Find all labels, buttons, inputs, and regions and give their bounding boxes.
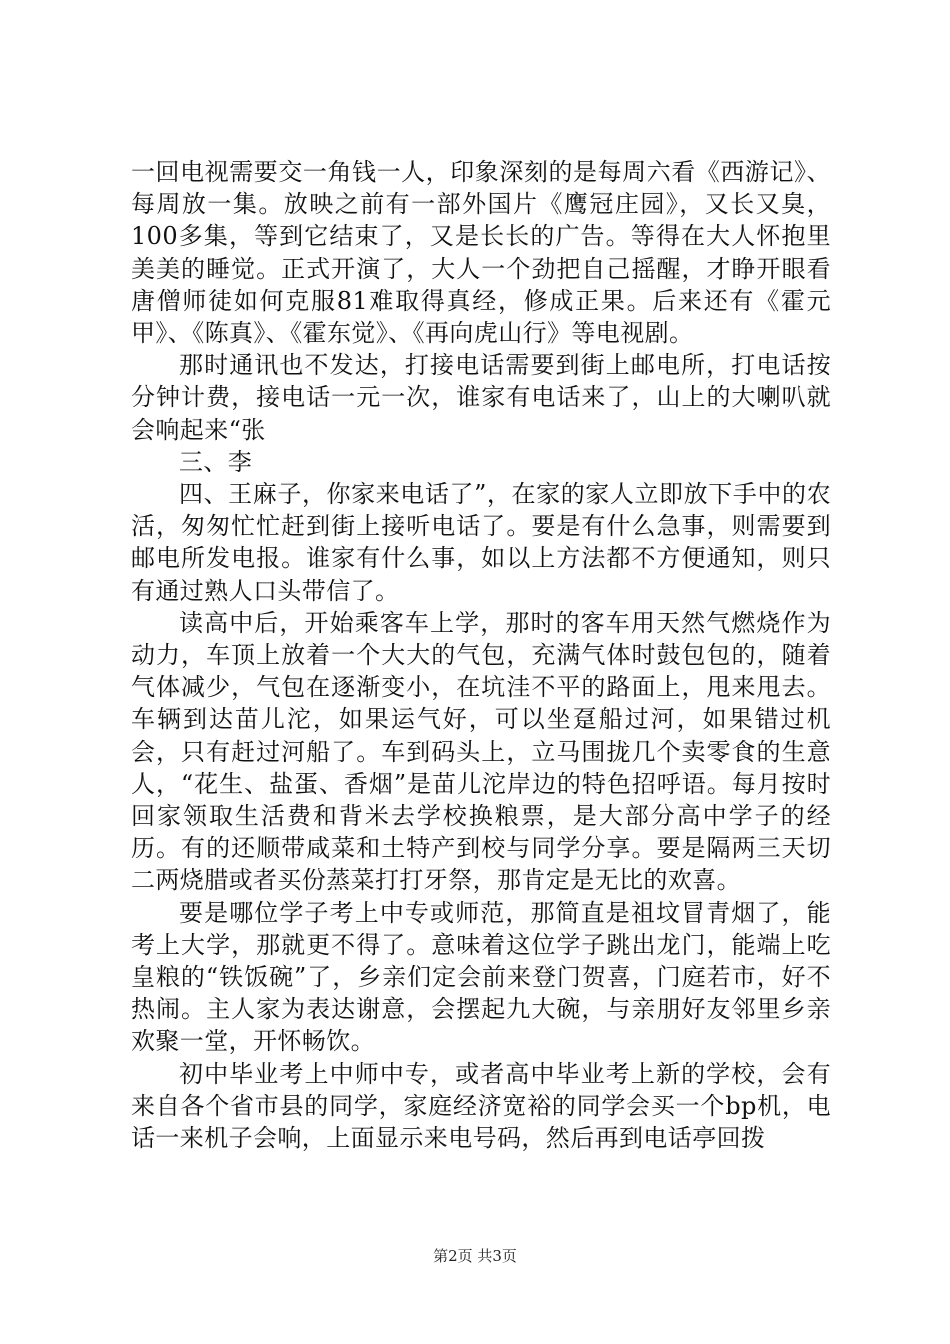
paragraph-3: 三、李 (179, 447, 253, 476)
paragraph-1: 一回电视需要交一角钱一人，印象深刻的是每周六看《西游记》、每周放一集。放映之前有一部外国片《鹰冠庄园》，又长又臭，100多集，等到它结束了，又是长长的广告。等得在大人怀抱里美美的睡觉。正式开演了，大人一个劲把自己摇醒，才睁开眼看唐僧师徒如何克服81难取得真经，修成正果。后来还有《霍元甲》、《陈真》、《霍东觉》、《再向虎山行》等电视剧。 (131, 158, 831, 348)
page-footer: 第2页 共3页 (433, 1247, 517, 1265)
paragraph-7: 初中毕业考上中师中专，或者高中毕业考上新的学校，会有来自各个省市县的同学，家庭经济宽裕的同学会买一个bp机，电话一来机子会响，上面显示来电号码，然后再到电话亭回拨 (131, 1059, 831, 1153)
paragraph-2: 那时通讯也不发达，打接电话需要到街上邮电所，打电话按分钟计费，接电话一元一次，谁家有电话来了，山上的大喇叭就会响起来“张 (131, 351, 831, 444)
paragraph-6: 要是哪位学子考上中专或师范，那简直是祖坟冒青烟了，能考上大学，那就更不得了。意味着这位学子跳出龙门，能端上吃皇粮的“铁饭碗”了，乡亲们定会前来登门贺喜，门庭若市，好不热闹。主人家为表达谢意，会摆起九大碗，与亲朋好友邻里乡亲欢聚一堂，开怀畅饮。 (131, 898, 831, 1056)
paragraph-4: 四、王麻子，你家来电话了”，在家的家人立即放下手中的农活，匆匆忙忙赶到街上接听电话了。要是有什么急事，则需要到邮电所发电报。谁家有什么事，如以上方法都不方便通知，则只有通过熟人口头带信了。 (131, 480, 831, 605)
document-body (131, 156, 831, 1154)
paragraph-5: 读高中后，开始乘客车上学，那时的客车用天然气燃烧作为动力，车顶上放着一个大大的气包，充满气体时鼓包包的，随着气体减少，气包在逐渐变小，在坑洼不平的路面上，甩来甩去。车辆到达苗儿沱，如果运气好，可以坐趸船过河，如果错过机会，只有赶过河船了。车到码头上，立马围拢几个卖零食的生意人，“花生、盐蛋、香烟”是苗儿沱岸边的特色招呼语。每月按时回家领取生活费和背米去学校换粮票，是大部分高中学子的经历。有的还顺带咸菜和土特产到校与同学分享。要是隔两三天切二两烧腊或者买份蒸菜打打牙祭，那肯定是无比的欢喜。 (131, 608, 831, 895)
